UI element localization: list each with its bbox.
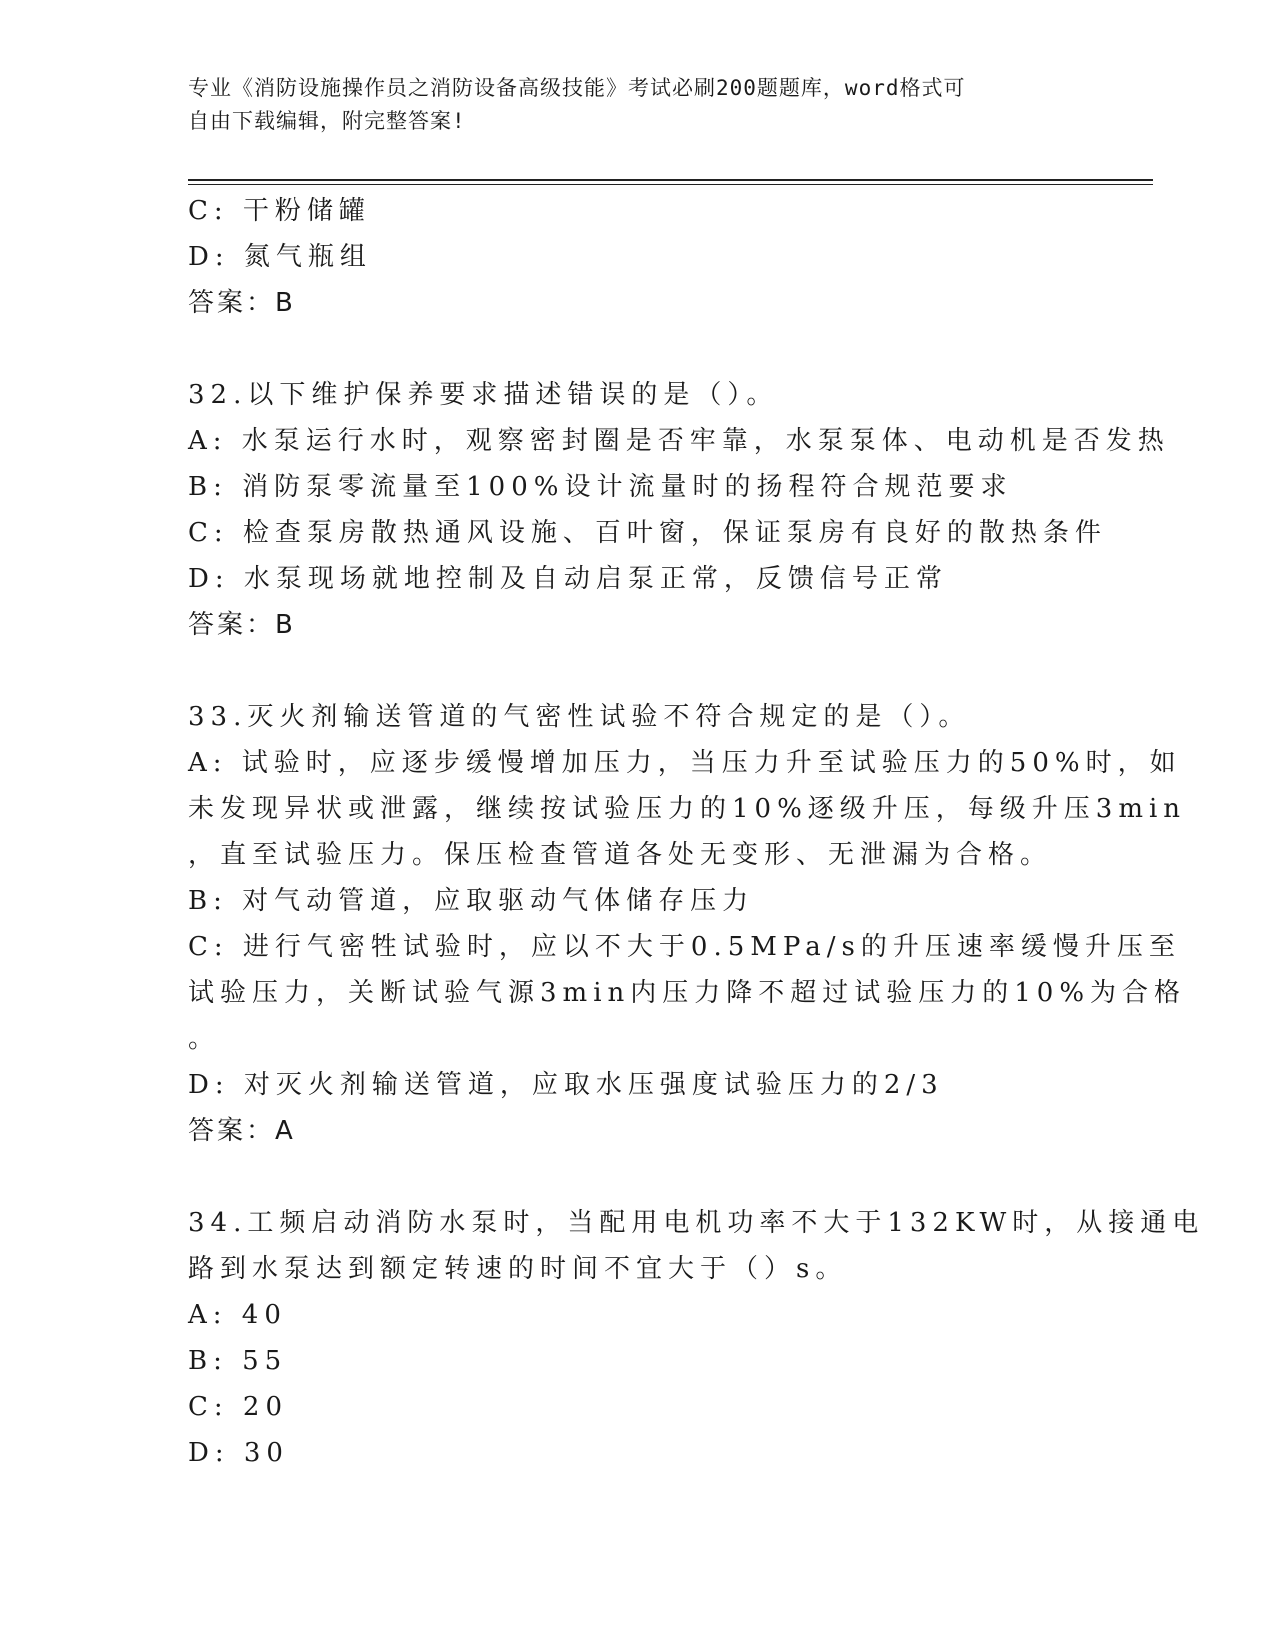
question-32 <box>188 372 1170 648</box>
option-b: B: 55 <box>188 1346 288 1376</box>
header-divider-thin <box>188 184 1153 185</box>
question-31-tail <box>188 188 1093 326</box>
question-text-line-2: 路到水泵达到额定转速的时间不宜大于（）s。 <box>188 1254 848 1284</box>
option-c: C: 20 <box>188 1392 289 1422</box>
option-c: C: 检查泵房散热通风设施、百叶窗，保证泵房有良好的散热条件 <box>188 518 1107 548</box>
question-text: 32.以下维护保养要求描述错误的是（）。 <box>188 380 779 410</box>
question-list <box>188 188 1205 1476</box>
option-d: D: 对灭火剂输送管道，应取水压强度试验压力的2/3 <box>188 1070 944 1100</box>
option-d: D: 氮气瓶组 <box>188 242 372 272</box>
option-c-line-3: 。 <box>188 1024 221 1054</box>
answer-line: 答案：B <box>188 610 296 640</box>
page-header <box>188 72 1088 138</box>
option-b: B: 对气动管道，应取驱动气体储存压力 <box>188 886 755 916</box>
option-b: B: 消防泵零流量至100%设计流量时的扬程符合规范要求 <box>188 472 1013 502</box>
question-34 <box>188 1200 1205 1476</box>
question-text: 33.灭火剂输送管道的气密性试验不符合规定的是（）。 <box>188 702 971 732</box>
option-a: A: 40 <box>188 1300 287 1330</box>
question-text-line-1: 34.工频启动消防水泵时，当配用电机功率不大于132KW时，从接通电 <box>188 1208 1205 1238</box>
option-a-line-2: 未发现异状或泄露，继续按试验压力的10%逐级升压，每级升压3min <box>188 794 1187 824</box>
option-d: D: 30 <box>188 1438 289 1468</box>
answer-line: 答案：B <box>188 288 296 318</box>
option-c-line-1: C: 进行气密牲试验时，应以不大于0.5MPa/s的升压速率缓慢升压至 <box>188 932 1181 962</box>
option-a-line-3: ，直至试验压力。保压检查管道各处无变形、无泄漏为合格。 <box>188 840 1053 870</box>
header-title-line-2: 自由下载编辑，附完整答案! <box>188 109 466 133</box>
header-divider-thick <box>188 179 1153 181</box>
option-c-line-2: 试验压力，关断试验气源3min内压力降不超过试验压力的10%为合格 <box>188 978 1187 1008</box>
question-33 <box>188 694 1187 1154</box>
option-d: D: 水泵现场就地控制及自动启泵正常，反馈信号正常 <box>188 564 948 594</box>
header-title-line-1: 专业《消防设施操作员之消防设备高级技能》考试必刷200题题库，word格式可 <box>188 76 966 100</box>
answer-line: 答案：A <box>188 1116 296 1146</box>
option-a: A: 水泵运行水时，观察密封圈是否牢靠，水泵泵体、电动机是否发热 <box>188 426 1170 456</box>
option-c: C: 干粉储罐 <box>188 196 371 226</box>
option-a-line-1: A: 试验时，应逐步缓慢增加压力，当压力升至试验压力的50%时，如 <box>188 748 1182 778</box>
